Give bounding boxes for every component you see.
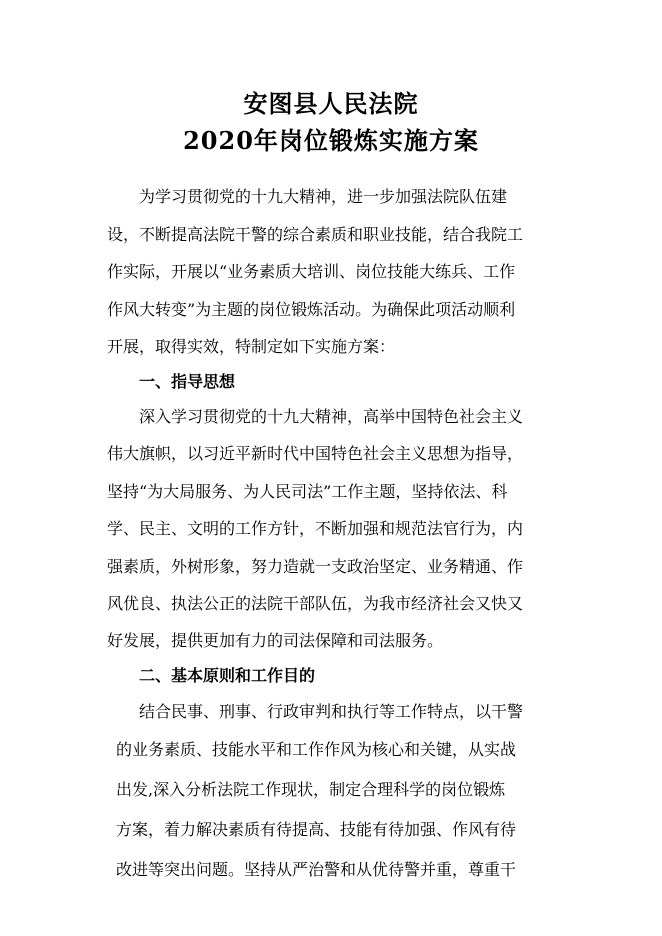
document-title-line2: 2020年岗位锻炼实施方案 <box>183 126 479 155</box>
document-page: 安图县人民法院 2020年岗位锻炼实施方案 为学习贯彻党的十九大精神，进一步加强法院队伍建 设，不断提高法院干警的综合素质和职业技能，结合我院工 作实际，开展以“业务素质大培训、岗位技能大练兵、工作 作风大转变”为主题的岗位锻炼活动。为确保此项活动顺利 开展，取得实效，特制定如下实施方案： 一、指导思想 深入学习贯彻党的十九大精神，高举中国特色社会主义 伟大旗帜，以习近平新时代中国特色社会主义思想为指导， 坚持“为大局服务、为人民司法”工作主题，坚持依法、科 学、民主、文明的工作方针，不断加强和规范法官行为，内 强素质，外树形象，努力造就一支政治坚定、业务精通、作 风优良、执法公正的法院干部队伍，为我市经济社会又快又 好发展，提供更加有力的司法保障和司法服务。 二、基本原则和工作目的 结合民事、刑事、行政审判和执行等工作特点，以干警 的业务素质、技能水平和工作作风为核心和关键，从实战 出发,深入分析法院工作现状，制定合理科学的岗位锻炼 方案，着力解决素质有待提高、技能有待加强、作风有待 改进等突出问题。坚持从严治警和从优待警并重，尊重干 <box>0 0 662 936</box>
document-title-line1: 安图县人民法院 <box>243 89 419 118</box>
